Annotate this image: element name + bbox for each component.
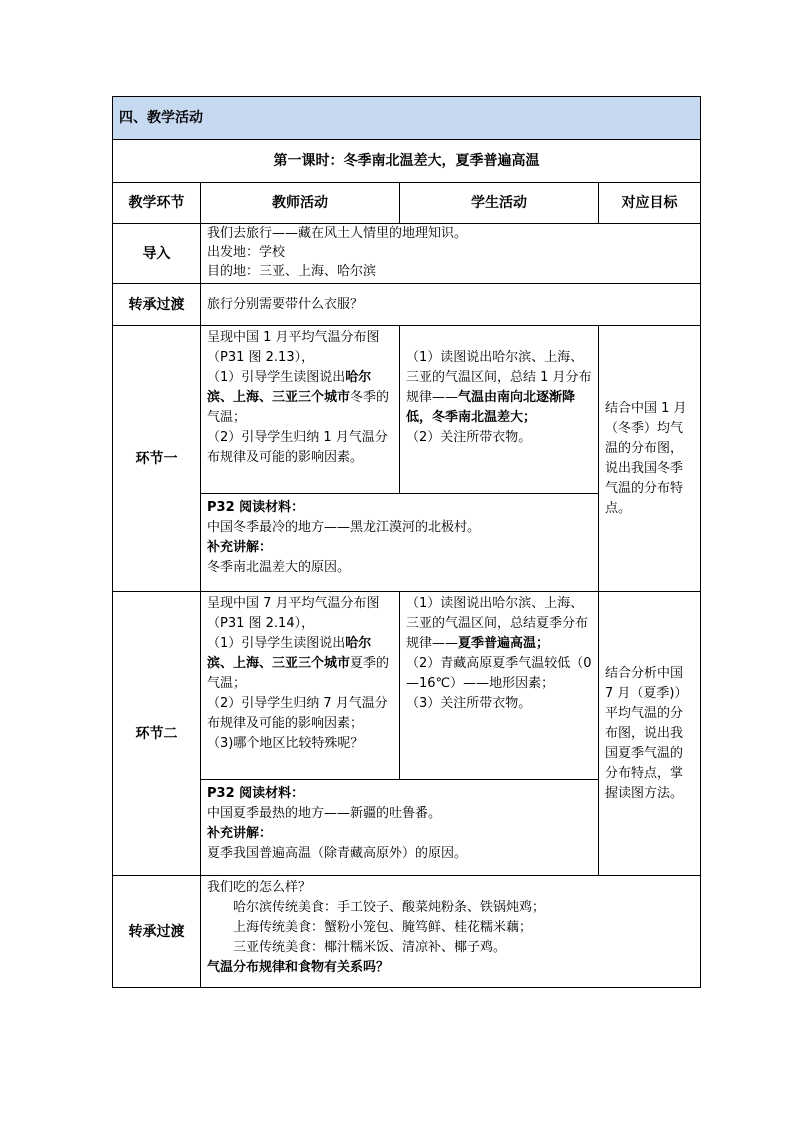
step1-label: 环节一 (113, 326, 201, 592)
step1-reading-title: P32 阅读材料： (207, 500, 305, 515)
section-title: 四、教学活动 (113, 97, 701, 140)
step1-teacher-cities: 哈尔滨、上海、三亚三个城市 (207, 370, 372, 405)
step1-student-rule: 气温由南向北逐渐降低，冬季南北温差大； (406, 390, 576, 425)
step1-teacher-line3: （2）引导学生归纳 1 月气温分布规律及可能的影响因素。 (207, 430, 388, 465)
step2-teacher-cities: 哈尔滨、上海、三亚三个城市 (207, 636, 372, 671)
transition2-line4: 三亚传统美食：椰汁糯米饭、清凉补、椰子鸡。 (233, 940, 507, 955)
step1-reading (201, 494, 599, 592)
transition2-line1: 我们吃的怎么样？ (207, 880, 312, 895)
transition2-question: 气温分布规律和食物有关系吗？ (207, 960, 390, 975)
col-header-step: 教学环节 (113, 183, 201, 224)
intro-label: 导入 (113, 224, 201, 284)
step2-label: 环节二 (113, 592, 201, 876)
step1-teacher (201, 326, 400, 494)
step1-goal: 结合中国 1 月（冬季）均气温的分布图，说出我国冬季气温的分布特点。 (599, 326, 701, 592)
step2-student-line1a: （1）读图说出哈尔滨、上海、三亚的气温区间，总结夏季分布规律—— (406, 596, 589, 651)
step1-student (400, 326, 599, 494)
step2-student (400, 592, 599, 780)
col-header-teacher: 教师活动 (201, 183, 400, 224)
intro-line-1: 我们去旅行——藏在风土人情里的地理知识。 (207, 226, 468, 241)
step2-goal: 结合分析中国 7 月（夏季)）平均气温的分布图，说出我国夏季气温的分布特点，掌握读图方法。 (599, 592, 701, 876)
teaching-activity-table (112, 96, 701, 988)
step1-supplement-title: 补充讲解： (207, 540, 273, 555)
step2-teacher-line3: （2）引导学生归纳 7 月气温分布规律及可能的影响因素； (207, 696, 388, 731)
step1-teacher-line2a: （1）引导学生读图说出 (207, 370, 346, 385)
step1-teacher-line2c: 冬季的气温； (207, 390, 390, 425)
col-header-goal: 对应目标 (599, 183, 701, 224)
col-header-student: 学生活动 (400, 183, 599, 224)
transition1-label: 转承过渡 (113, 284, 201, 326)
step2-teacher (201, 592, 400, 780)
step1-reading-text: 中国冬季最冷的地方——黑龙江漠河的北极村。 (207, 520, 481, 535)
step1-teacher-line2 (207, 368, 393, 428)
step1-teacher-line1: 呈现中国 1 月平均气温分布图（P31 图 2.13）， (207, 330, 380, 365)
transition2-content (201, 876, 701, 988)
step2-teacher-line2a: （1）引导学生读图说出 (207, 636, 346, 651)
step2-reading (201, 780, 599, 876)
step2-teacher-line1: 呈现中国 7 月平均气温分布图（P31 图 2.14）， (207, 596, 380, 631)
intro-content (201, 224, 701, 284)
step2-teacher-line2 (207, 634, 393, 694)
step2-student-line3: （3）关注所带衣物。 (406, 696, 532, 711)
step1-supplement-text: 冬季南北温差大的原因。 (207, 560, 351, 575)
transition2-label: 转承过渡 (113, 876, 201, 988)
transition2-line2: 哈尔滨传统美食：手工饺子、酸菜炖粉条、铁锅炖鸡； (233, 900, 546, 915)
step2-reading-text: 中国夏季最热的地方——新疆的吐鲁番。 (207, 806, 442, 821)
step1-student-line1a: （1）读图说出哈尔滨、上海、三亚的气温区间，总结 1 月分布规律—— (406, 350, 592, 405)
step2-teacher-line4: （3)哪个地区比较特殊呢？ (207, 736, 364, 751)
step2-student-line2: （2）青藏高原夏季气温较低（0—16℃）——地形因素； (406, 656, 592, 691)
intro-line-3: 目的地：三亚、上海、哈尔滨 (207, 264, 377, 279)
lesson-title: 第一课时：冬季南北温差大，夏季普遍高温 (113, 140, 701, 183)
step2-supplement-title: 补充讲解： (207, 826, 273, 841)
step2-teacher-line2c: 夏季的气温； (207, 656, 390, 691)
transition1-text: 旅行分别需要带什么衣服？ (201, 284, 701, 326)
step2-supplement-text: 夏季我国普遍高温（除青藏高原外）的原因。 (207, 846, 468, 861)
step2-student-rule: 夏季普遍高温； (458, 636, 550, 651)
transition2-line3: 上海传统美食：蟹粉小笼包、腌笃鲜、桂花糯米藕； (233, 920, 533, 935)
intro-line-2: 出发地：学校 (207, 245, 286, 260)
step1-student-line2: （2）关注所带衣物。 (406, 430, 532, 445)
step2-reading-title: P32 阅读材料： (207, 786, 305, 801)
